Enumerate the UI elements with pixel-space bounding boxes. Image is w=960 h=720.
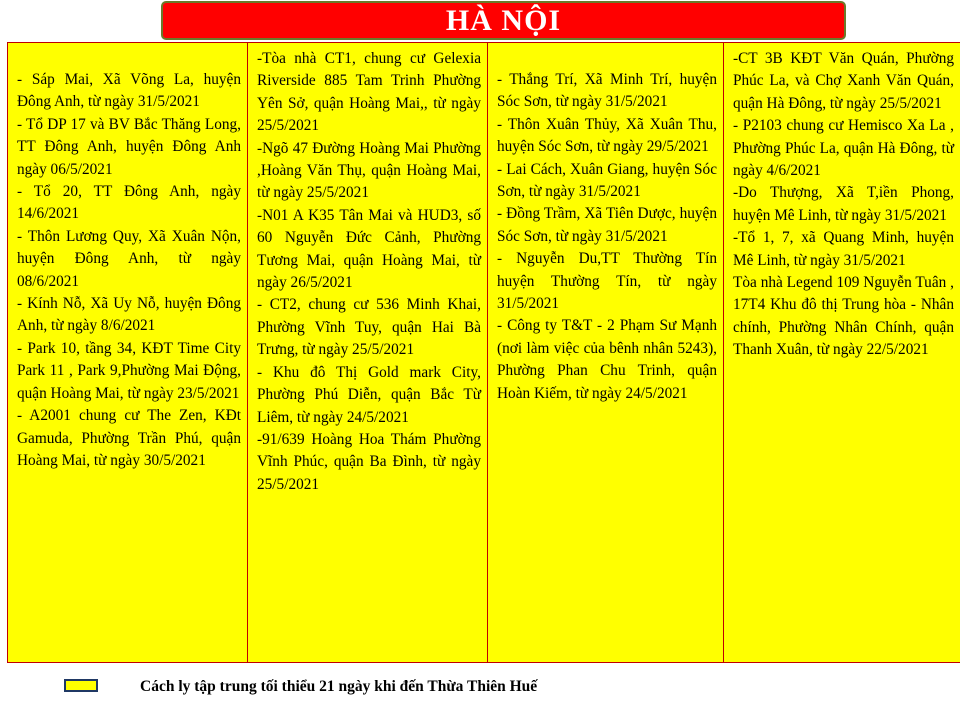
location-table — [7, 42, 960, 663]
column-4 — [724, 43, 960, 662]
list-item: - Sáp Mai, Xã Võng La, huyện Đông Anh, từ ngày 31/5/2021 — [17, 71, 241, 111]
list-item: - Kính Nỗ, Xã Uy Nỗ, huyện Đông Anh, từ ngày 8/6/2021 — [17, 295, 241, 335]
list-item: - Lai Cách, Xuân Giang, huyện Sóc Sơn, từ ngày 31/5/2021 — [497, 160, 717, 201]
column-3 — [488, 43, 724, 662]
list-item: - Tổ DP 17 và BV Bắc Thăng Long, TT Đông Anh, huyện Đông Anh ngày 06/5/2021 — [17, 115, 241, 178]
list-item: - Đồng Trầm, Xã Tiên Dược, huyện Sóc Sơn, từ ngày 31/5/2021 — [497, 205, 717, 245]
list-item: - Tổ 20, TT Đông Anh, ngày 14/6/2021 — [17, 183, 241, 223]
list-item: - Công ty T&T - 2 Phạm Sư Mạnh (nơi làm việc của bênh nhân 5243), Phường Phan Chu Trinh, quận Hoàn Kiếm, từ ngày 24/5/2021 — [497, 317, 717, 402]
list-item: -Do Thượng, Xã T,iền Phong, huyện Mê Linh, từ ngày 31/5/2021 — [733, 184, 954, 224]
list-item: - Thôn Lương Quy, Xã Xuân Nộn, huyện Đông Anh, từ ngày 08/6/2021 — [17, 227, 241, 290]
list-item: - Park 10, tầng 34, KĐT Time City Park 11 , Park 9,Phường Mai Động, quận Hoàng Mai, từ ngày 23/5/2021 — [17, 339, 241, 402]
column-1 — [8, 43, 248, 662]
list-item: -Tòa nhà CT1, chung cư Gelexia Riverside 885 Tam Trinh Phường Yên Sở, quận Hoàng Mai,, từ ngày 25/5/2021 — [257, 50, 481, 135]
list-item: - A2001 chung cư The Zen, KĐt Gamuda, Phường Trần Phú, quận Hoàng Mai, từ ngày 30/5/2021 — [17, 407, 241, 469]
list-item: - P2103 chung cư Hemisco Xa La , Phường Phúc La, quận Hà Đông, từ ngày 4/6/2021 — [733, 117, 954, 180]
list-item: Tòa nhà Legend 109 Nguyễn Tuân , 17T4 Khu đô thị Trung hòa - Nhân chính, Phường Nhân Chính, quận Thanh Xuân, từ ngày 22/5/2021 — [733, 274, 954, 359]
page-title: HÀ NỘI — [445, 3, 562, 37]
list-item: -Ngõ 47 Đường Hoàng Mai Phường ,Hoàng Văn Thụ, quận Hoàng Mai, từ ngày 25/5/2021 — [257, 139, 481, 202]
list-item: - Khu đô Thị Gold mark City, Phường Phú Diễn, quận Bắc Từ Liêm, từ ngày 24/5/2021 — [257, 363, 481, 426]
list-item: -CT 3B KĐT Văn Quán, Phường Phúc La, và Chợ Xanh Văn Quán, quận Hà Đông, từ ngày 25/5/2021 — [733, 50, 954, 112]
list-item: - Thôn Xuân Thủy, Xã Xuân Thu, huyện Sóc Sơn, từ ngày 29/5/2021 — [497, 115, 717, 156]
list-item: - CT2, chung cư 536 Minh Khai, Phường Vĩnh Tuy, quận Hai Bà Trưng, từ ngày 25/5/2021 — [257, 296, 481, 359]
list-item: -Tổ 1, 7, xã Quang Minh, huyện Mê Linh, từ ngày 31/5/2021 — [733, 229, 954, 269]
list-item: -91/639 Hoàng Hoa Thám Phường Vĩnh Phúc, quận Ba Đình, từ ngày 25/5/2021 — [257, 430, 481, 493]
list-item: - Nguyễn Du,TT Thường Tín huyện Thường Tín, từ ngày 31/5/2021 — [497, 250, 717, 313]
legend-swatch — [64, 679, 98, 692]
list-item: - Thắng Trí, Xã Minh Trí, huyện Sóc Sơn, từ ngày 31/5/2021 — [497, 71, 717, 111]
legend-text: Cách ly tập trung tối thiểu 21 ngày khi đến Thừa Thiên Huế — [140, 678, 538, 695]
title-banner — [161, 1, 846, 40]
column-2 — [248, 43, 488, 662]
list-item: -N01 A K35 Tân Mai và HUD3, số 60 Nguyễn Đức Cảnh, Phường Tương Mai, quận Hoàng Mai, từ ngày 26/5/2021 — [257, 206, 481, 292]
